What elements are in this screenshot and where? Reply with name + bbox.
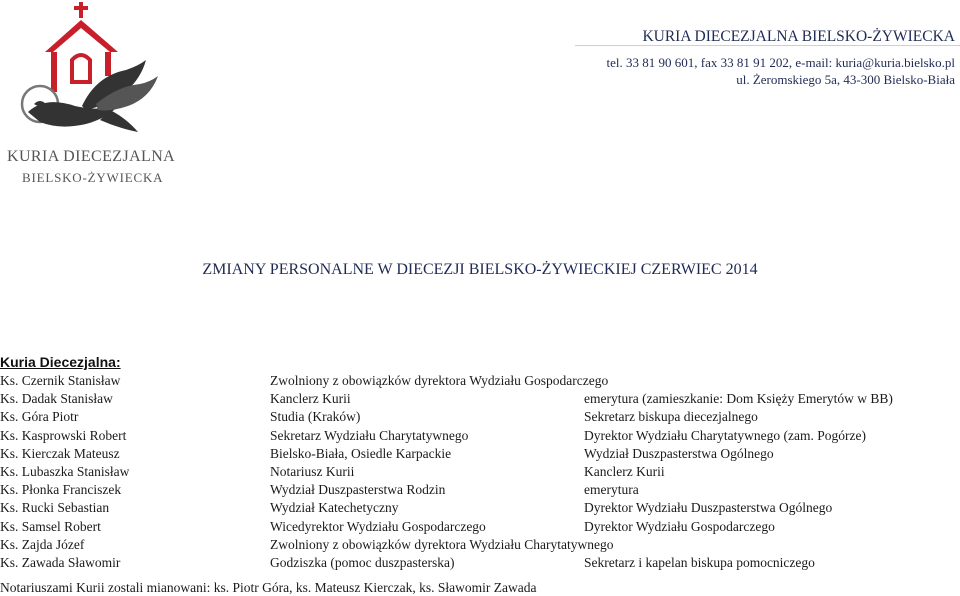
new-position: emerytura xyxy=(584,482,639,498)
table-row xyxy=(0,428,960,446)
new-position: Kanclerz Kurii xyxy=(584,463,665,479)
person-name: Ks. Zawada Sławomir xyxy=(0,554,121,570)
previous-position: Zwolniony z obowiązków dyrektora Wydziału Charytatywnego xyxy=(270,536,614,552)
table-row xyxy=(0,373,960,391)
previous-position: Wydział Katechetyczny xyxy=(270,500,399,516)
new-position: Sekretarz i kapelan biskupa pomocniczego xyxy=(584,554,815,570)
previous-position: Godziszka (pomoc duszpasterska) xyxy=(270,554,455,570)
table-row xyxy=(0,464,960,482)
new-position: Dyrektor Wydziału Duszpasterstwa Ogólnego xyxy=(584,500,833,516)
header-divider xyxy=(575,45,960,46)
table-row xyxy=(0,519,960,537)
person-name: Ks. Kasprowski Robert xyxy=(0,427,127,443)
person-name: Ks. Rucki Sebastian xyxy=(0,500,110,516)
diocese-logo xyxy=(0,0,200,200)
previous-position: Bielsko-Biała, Osiedle Karpackie xyxy=(270,445,452,461)
table-row xyxy=(0,391,960,409)
previous-position: Kanclerz Kurii xyxy=(270,391,351,407)
new-position: Sekretarz biskupa diecezjalnego xyxy=(584,409,758,425)
table-row xyxy=(0,500,960,518)
previous-position: Studia (Kraków) xyxy=(270,409,361,425)
previous-position: Notariusz Kurii xyxy=(270,463,355,479)
new-position: Wydział Duszpasterstwa Ogólnego xyxy=(584,445,774,461)
header-contact xyxy=(607,55,955,71)
email-link[interactable]: kuria@kuria.bielsko.pl xyxy=(835,55,955,70)
table-row xyxy=(0,446,960,464)
footer-note: Notariuszami Kurii zostali mianowani: ks. Piotr Góra, ks. Mateusz Kierczak, ks. Sławomir Zawada xyxy=(0,580,537,595)
header-title: KURIA DIECEZJALNA BIELSKO-ŻYWIECKA xyxy=(642,28,955,45)
new-position: Dyrektor Wydziału Gospodarczego xyxy=(584,518,775,534)
header-address: ul. Żeromskiego 5a, 43-300 Bielsko-Biała xyxy=(736,72,955,87)
logo-name-line1: KURIA DIECEZJALNA xyxy=(7,148,176,165)
person-name: Ks. Samsel Robert xyxy=(0,518,101,534)
previous-position: Zwolniony z obowiązków dyrektora Wydziału Gospodarczego xyxy=(270,373,609,388)
previous-position: Wydział Duszpasterstwa Rodzin xyxy=(270,482,446,498)
table-row xyxy=(0,409,960,427)
dove-and-church-icon xyxy=(0,0,200,145)
person-name: Ks. Góra Piotr xyxy=(0,409,79,425)
table-row xyxy=(0,537,960,555)
person-name: Ks. Kierczak Mateusz xyxy=(0,445,120,461)
previous-position: Wicedyrektor Wydziału Gospodarczego xyxy=(270,518,486,534)
person-name: Ks. Czernik Stanisław xyxy=(0,373,121,388)
table-row xyxy=(0,482,960,500)
person-name: Ks. Dadak Stanisław xyxy=(0,391,113,407)
new-position: Dyrektor Wydziału Charytatywnego (zam. Pogórze) xyxy=(584,427,866,443)
new-position: emerytura (zamieszkanie: Dom Księży Emerytów w BB) xyxy=(584,391,893,407)
person-name: Ks. Lubaszka Stanisław xyxy=(0,463,130,479)
logo-name-line2: BIELSKO-ŻYWIECKA xyxy=(22,170,164,185)
document-title: ZMIANY PERSONALNE W DIECEZJI BIELSKO-ŻYWIECKIEJ CZERWIEC 2014 xyxy=(202,261,758,278)
previous-position: Sekretarz Wydziału Charytatywnego xyxy=(270,427,469,443)
section-heading: Kuria Diecezjalna: xyxy=(0,354,121,370)
table-row xyxy=(0,555,960,573)
person-name: Ks. Zajda Józef xyxy=(0,536,85,552)
contact-phone-fax: tel. 33 81 90 601, fax 33 81 91 202, e-mail: xyxy=(606,55,836,70)
personnel-table xyxy=(0,373,960,573)
person-name: Ks. Płonka Franciszek xyxy=(0,482,122,498)
